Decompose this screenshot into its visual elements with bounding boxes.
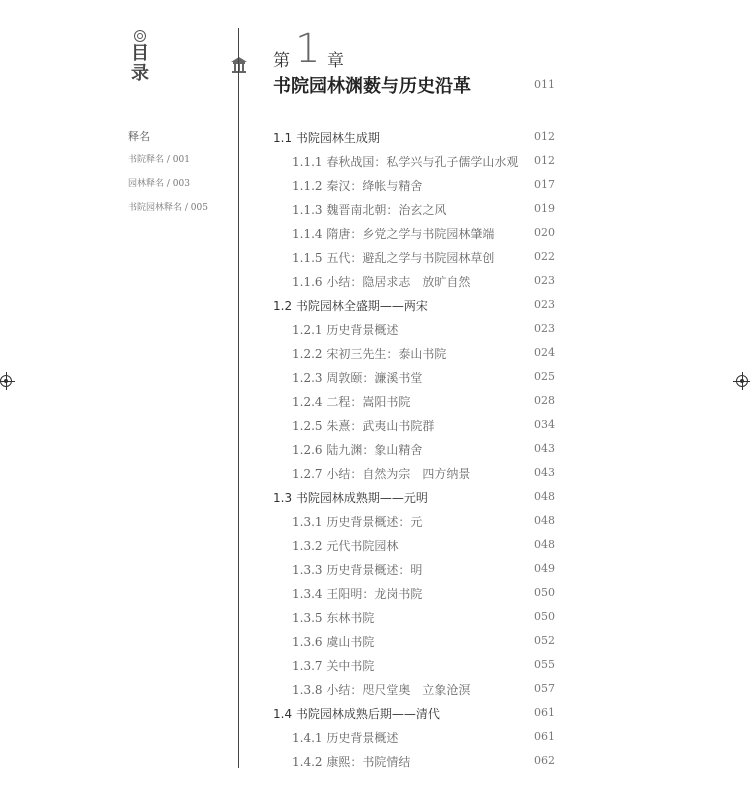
toc-row[interactable]: 1.3.8 小结：咫尺堂奥 立象沧溟 — [292, 683, 471, 697]
toc-row[interactable]: 1.2.3 周敦颐：濂溪书堂 — [292, 371, 423, 385]
toc-page: 028 — [534, 394, 555, 407]
toc-page: 043 — [534, 466, 555, 479]
toc-page: 049 — [534, 562, 555, 575]
toc-page: 061 — [534, 706, 555, 719]
toc-row[interactable]: 1.1.1 春秋战国：私学兴与孔子儒学山水观 — [292, 155, 519, 169]
toc-row[interactable]: 1.3.3 历史背景概述：明 — [292, 563, 423, 577]
side-item: 书院释名 / 001 — [128, 155, 190, 165]
toc-row[interactable]: 1.3.6 虞山书院 — [292, 635, 375, 649]
contents-title — [129, 30, 151, 84]
toc-row[interactable]: 1.1.4 隋唐：乡党之学与书院园林肇端 — [292, 227, 495, 241]
toc-page: 061 — [534, 730, 555, 743]
toc-page: 043 — [534, 442, 555, 455]
circle-ornament-icon — [134, 30, 146, 42]
toc-row[interactable]: 1.4 书院园林成熟后期——清代 — [273, 707, 440, 721]
toc-page: 023 — [534, 322, 555, 335]
toc-row[interactable]: 1.3.2 元代书院园林 — [292, 539, 399, 553]
toc-row[interactable]: 1.1.5 五代：避乱之学与书院园林草创 — [292, 251, 495, 265]
toc-page: 050 — [534, 610, 555, 623]
registration-mark-right — [736, 375, 748, 387]
toc-page: 048 — [534, 514, 555, 527]
toc-row[interactable]: 1.3 书院园林成熟期——元明 — [273, 491, 428, 505]
toc-row[interactable]: 1.1.2 秦汉：绛帐与精舍 — [292, 179, 423, 193]
toc-page: 062 — [534, 754, 555, 767]
toc-row[interactable]: 1.2.6 陆九渊：象山精舍 — [292, 443, 423, 457]
toc-page: 055 — [534, 658, 555, 671]
toc-page: 023 — [534, 298, 555, 311]
vertical-divider — [238, 28, 239, 768]
toc-page: 034 — [534, 418, 555, 431]
toc-row[interactable]: 1.2 书院园林全盛期——两宋 — [273, 299, 428, 313]
chapter-suffix: 章 — [327, 51, 344, 71]
toc-page: 020 — [534, 226, 555, 239]
chapter-title: 书院园林渊薮与历史沿革 — [273, 76, 471, 97]
side-item: 书院园林释名 / 005 — [128, 203, 208, 213]
toc-row[interactable]: 1.3.5 东林书院 — [292, 611, 375, 625]
pavilion-icon — [230, 56, 248, 74]
chapter-page: 011 — [534, 78, 555, 91]
toc-row[interactable]: 1.1.3 魏晋南北朝：治玄之风 — [292, 203, 447, 217]
toc-row[interactable]: 1.3.1 历史背景概述：元 — [292, 515, 423, 529]
toc-page: 012 — [534, 154, 555, 167]
toc-page: 024 — [534, 346, 555, 359]
toc-row[interactable]: 1.1.6 小结：隐居求志 放旷自然 — [292, 275, 471, 289]
registration-mark-left — [0, 375, 12, 387]
toc-row[interactable]: 1.2.7 小结：自然为宗 四方纳景 — [292, 467, 471, 481]
toc-page: 012 — [534, 130, 555, 143]
toc-row[interactable]: 1.1 书院园林生成期 — [273, 131, 380, 145]
toc-page: 019 — [534, 202, 555, 215]
contents-title-char-1: 目 — [131, 43, 149, 64]
side-heading: 释名 — [128, 130, 150, 143]
toc-row[interactable]: 1.2.4 二程：嵩阳书院 — [292, 395, 411, 409]
toc-row[interactable]: 1.4.1 历史背景概述 — [292, 731, 399, 745]
toc-page: 023 — [534, 274, 555, 287]
toc-row[interactable]: 1.2.1 历史背景概述 — [292, 323, 399, 337]
toc-row[interactable]: 1.2.2 宋初三先生：泰山书院 — [292, 347, 447, 361]
chapter-number: 1 — [295, 26, 321, 72]
toc-page: 017 — [534, 178, 555, 191]
contents-title-char-2: 录 — [131, 63, 149, 84]
chapter-prefix: 第 — [273, 51, 290, 71]
toc-page: 025 — [534, 370, 555, 383]
toc-page: 048 — [534, 538, 555, 551]
toc-page: 052 — [534, 634, 555, 647]
toc-row[interactable]: 1.3.7 关中书院 — [292, 659, 375, 673]
toc-page: 048 — [534, 490, 555, 503]
toc-page: 050 — [534, 586, 555, 599]
toc-row[interactable]: 1.4.2 康熙：书院情结 — [292, 755, 411, 769]
toc-page: 022 — [534, 250, 555, 263]
toc-row[interactable]: 1.2.5 朱熹：武夷山书院群 — [292, 419, 435, 433]
toc-page: 057 — [534, 682, 555, 695]
side-item: 园林释名 / 003 — [128, 179, 190, 189]
toc-row[interactable]: 1.3.4 王阳明：龙岗书院 — [292, 587, 423, 601]
